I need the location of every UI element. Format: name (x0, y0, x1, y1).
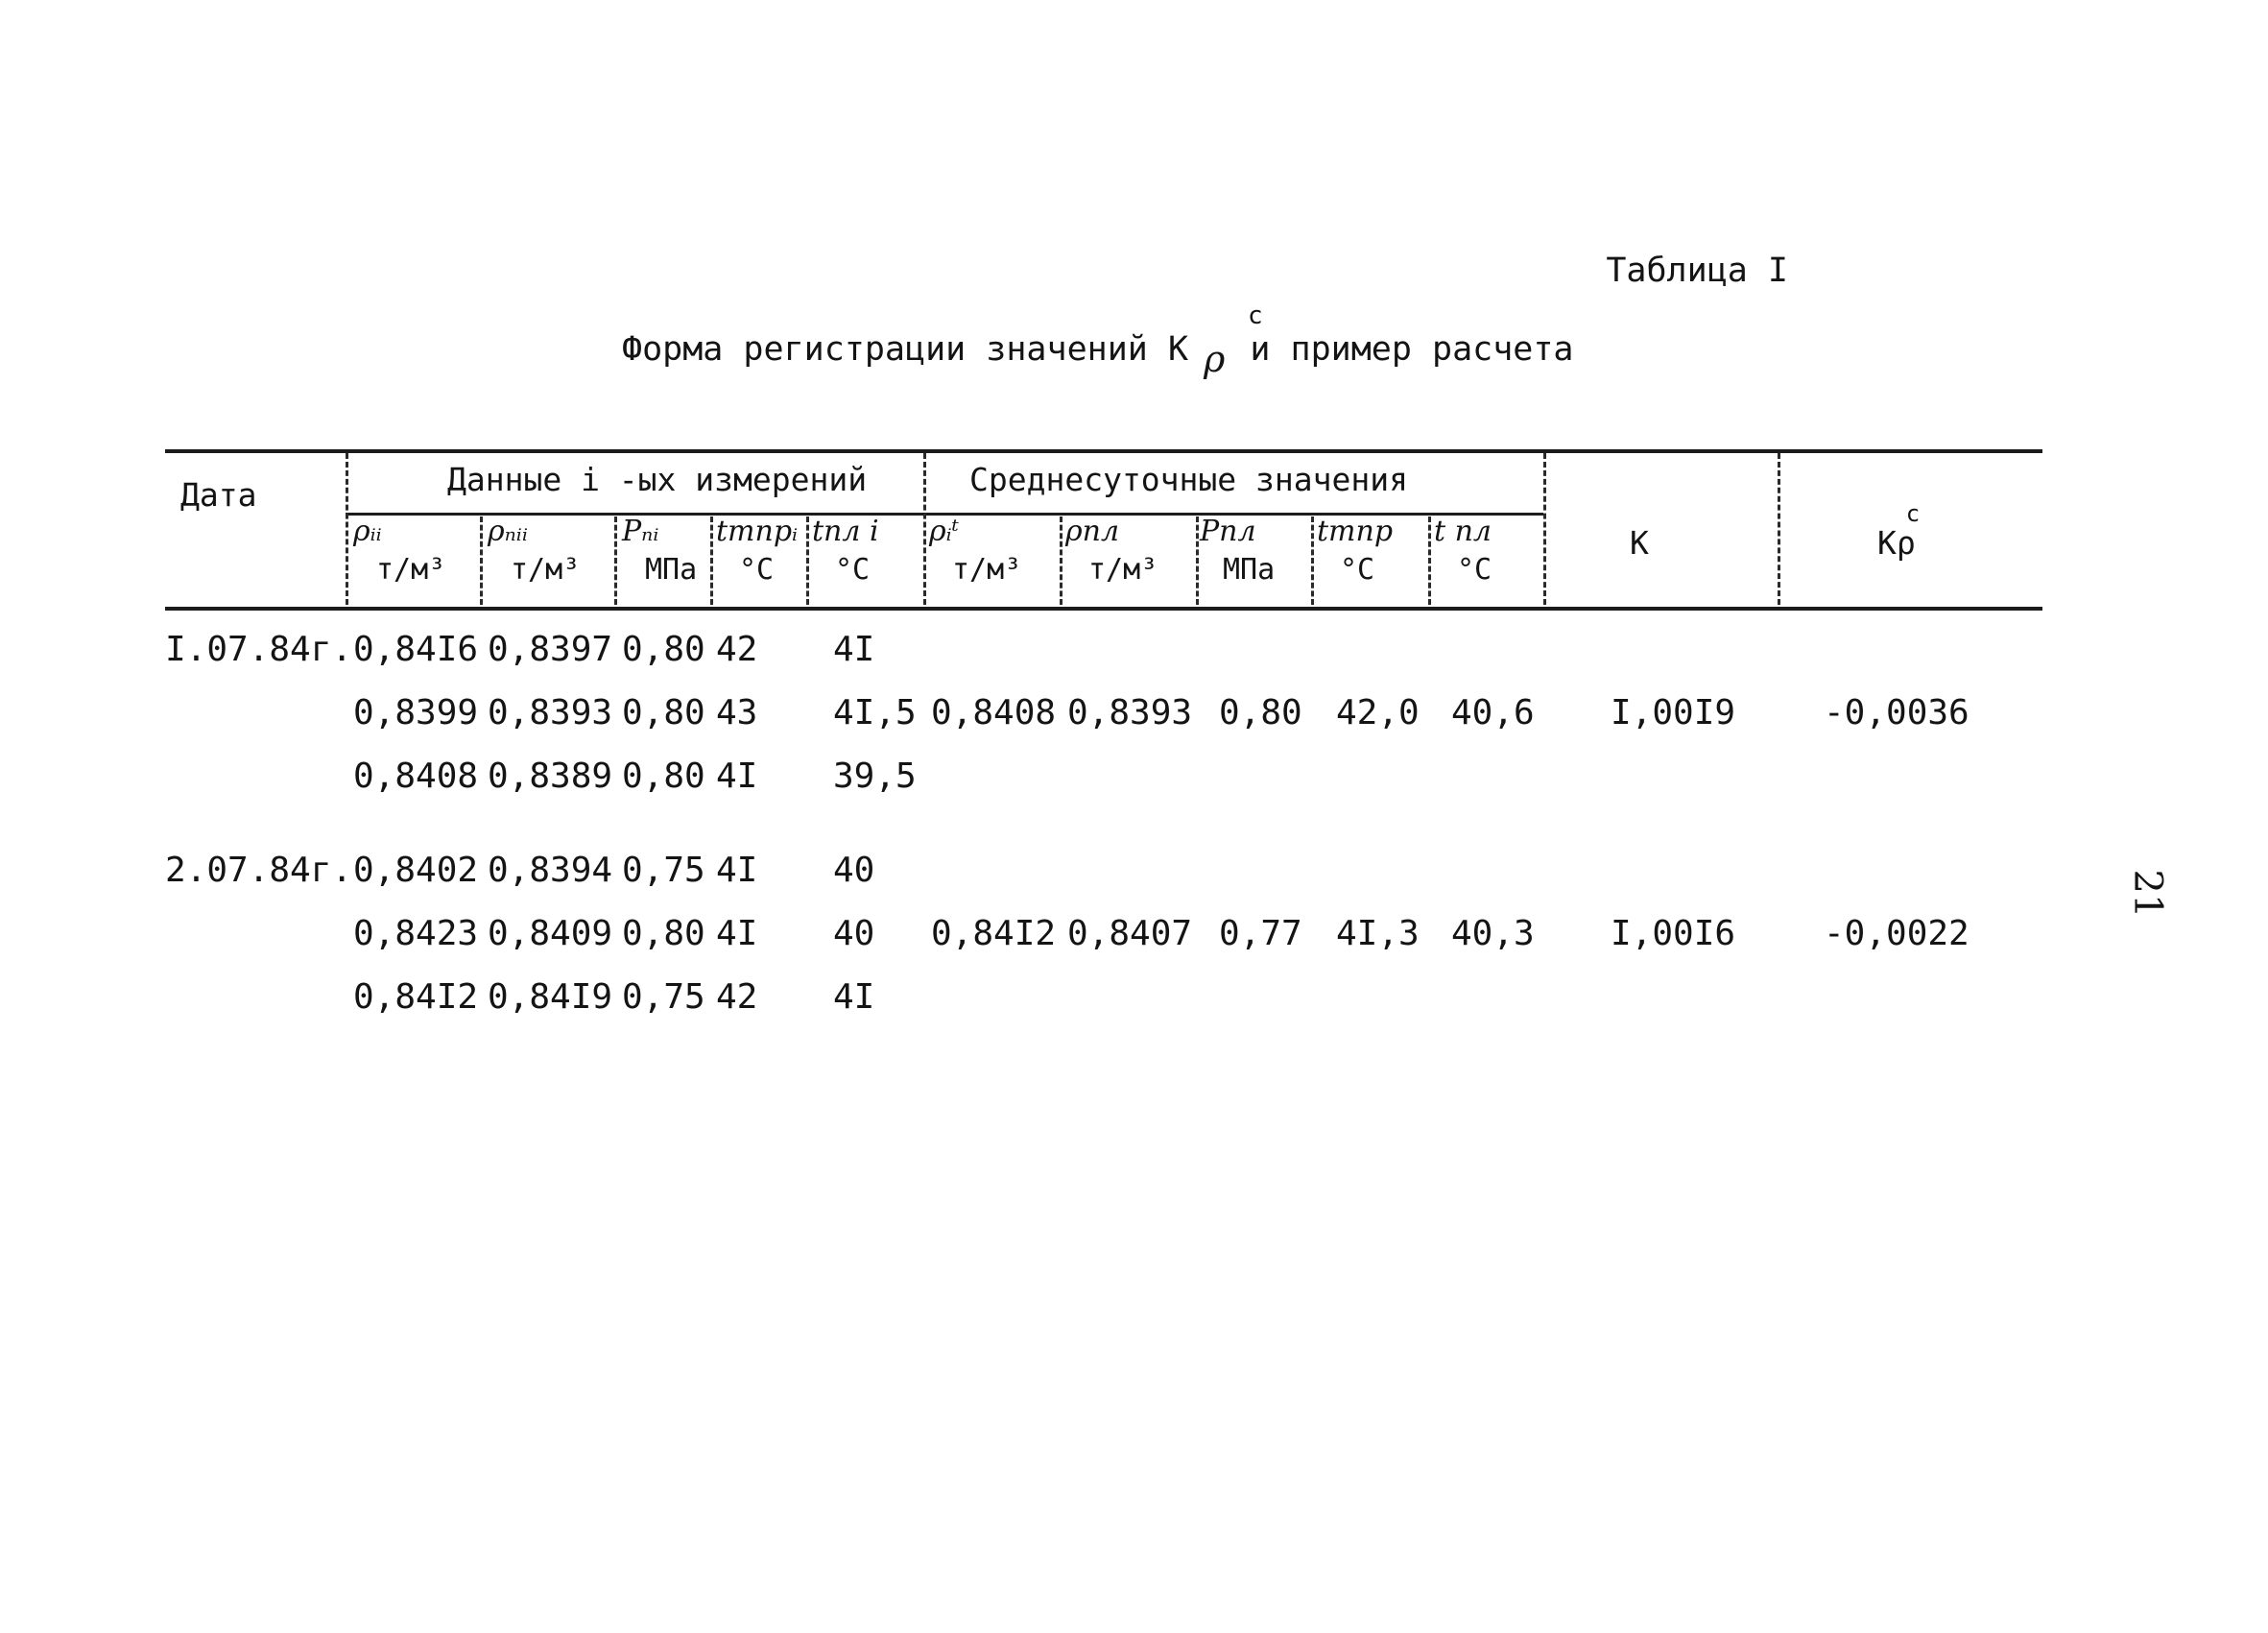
column-unit: °C (739, 553, 775, 587)
table-cell: 40 (833, 851, 875, 890)
column-symbol: ρₙᵢᵢ (488, 515, 528, 548)
table-cell: 0,80 (622, 630, 705, 669)
column-symbol: t пл (1434, 515, 1492, 548)
header-kp-superscript: с (1905, 500, 1921, 527)
table-cell: 4I (716, 851, 758, 890)
divider-c6 (1060, 516, 1062, 605)
column-symbol: ρпл (1065, 515, 1120, 548)
table-cell: 0,80 (622, 756, 705, 796)
column-symbol: Pₙᵢ (622, 515, 659, 548)
table-cell: 0,75 (622, 977, 705, 1017)
divider-c1 (480, 516, 483, 605)
form-title (622, 301, 1574, 380)
table-cell: I,00I6 (1611, 914, 1736, 953)
column-unit: т/м³ (511, 553, 581, 587)
table-cell: 0,80 (622, 693, 705, 732)
row-date: I.07.84г. (165, 630, 353, 669)
column-symbol: Pпл (1200, 515, 1256, 548)
divider-c3 (710, 516, 713, 605)
table-cell: 0,8394 (488, 851, 613, 890)
column-unit: °C (835, 553, 871, 587)
divider-date (346, 453, 348, 605)
table-label: Таблица I (1606, 252, 1788, 290)
table-cell: 0,80 (622, 914, 705, 953)
table-cell: 40 (833, 914, 875, 953)
table-cell: 39,5 (833, 756, 917, 796)
divider-k (1543, 453, 1546, 605)
table-cell: 0,8407 (1067, 914, 1193, 953)
table-cell: -0,0036 (1824, 693, 1970, 732)
table-cell: 0,8393 (1067, 693, 1193, 732)
table-cell: 0,84I2 (353, 977, 479, 1017)
title-prefix: Форма регистрации значений К (622, 330, 1189, 369)
header-date: Дата (180, 476, 257, 514)
column-unit: МПа (1223, 553, 1276, 587)
table-cell: 4I (716, 914, 758, 953)
table-cell: -0,0022 (1824, 914, 1970, 953)
table-cell: 0,84I2 (931, 914, 1057, 953)
divider-c4 (806, 516, 809, 605)
table-cell: 0,75 (622, 851, 705, 890)
header-kp (1877, 500, 1921, 562)
table-cell: 4I,5 (833, 693, 917, 732)
table-cell: 0,77 (1219, 914, 1302, 953)
table-cell: 4I (833, 977, 875, 1017)
column-unit: °C (1457, 553, 1492, 587)
column-symbol: tпл i (812, 515, 879, 548)
table-cell: 4I (833, 630, 875, 669)
header-group-measurements: Данные i -ых измерений (447, 461, 868, 498)
divider-group (923, 453, 926, 605)
table-cell: 42,0 (1336, 693, 1420, 732)
column-symbol: ρᵢᵗ (929, 515, 960, 548)
title-superscript: с (1248, 301, 1263, 330)
header-bottom-rule (165, 607, 2042, 611)
table-cell: 0,84I6 (353, 630, 479, 669)
column-unit: т/м³ (1088, 553, 1158, 587)
table-cell: 42 (716, 977, 758, 1017)
table-cell: 0,8389 (488, 756, 613, 796)
header-kp-label: Кρ (1877, 524, 1916, 562)
title-k-symbol (1202, 301, 1263, 380)
table-cell: 0,8408 (931, 693, 1057, 732)
title-suffix: и пример расчета (1250, 330, 1574, 369)
table-cell: 42 (716, 630, 758, 669)
table-cell: 0,8402 (353, 851, 479, 890)
header-k: К (1630, 524, 1649, 562)
divider-c8 (1311, 516, 1314, 605)
column-unit: МПа (645, 553, 698, 587)
table-cell: 0,80 (1219, 693, 1302, 732)
table-top-rule (165, 449, 2042, 453)
title-rho: ρ (1204, 338, 1226, 380)
table-cell: 0,8423 (353, 914, 479, 953)
column-unit: т/м³ (376, 553, 446, 587)
column-unit: т/м³ (952, 553, 1022, 587)
table-cell: 0,8399 (353, 693, 479, 732)
table-cell: 0,84I9 (488, 977, 613, 1017)
header-group-daily: Среднесуточные значения (969, 461, 1408, 498)
table-cell: 40,3 (1451, 914, 1535, 953)
table-cell: 0,8393 (488, 693, 613, 732)
table-cell: 4I (716, 756, 758, 796)
table-cell: 0,8409 (488, 914, 613, 953)
column-symbol: tтпрᵢ (716, 515, 799, 548)
page-number: 21 (2125, 869, 2170, 919)
table-cell: 43 (716, 693, 758, 732)
divider-kp (1778, 453, 1780, 605)
column-symbol: ρᵢᵢ (353, 515, 382, 548)
column-unit: °C (1340, 553, 1375, 587)
divider-c7 (1196, 516, 1199, 605)
row-date: 2.07.84г. (165, 851, 353, 890)
table-cell: 4I,3 (1336, 914, 1420, 953)
table-cell: 0,8408 (353, 756, 479, 796)
table-cell: I,00I9 (1611, 693, 1736, 732)
divider-c2 (614, 516, 617, 605)
table-cell: 40,6 (1451, 693, 1535, 732)
table-cell: 0,8397 (488, 630, 613, 669)
column-symbol: tтпр (1317, 515, 1394, 548)
divider-c9 (1428, 516, 1431, 605)
